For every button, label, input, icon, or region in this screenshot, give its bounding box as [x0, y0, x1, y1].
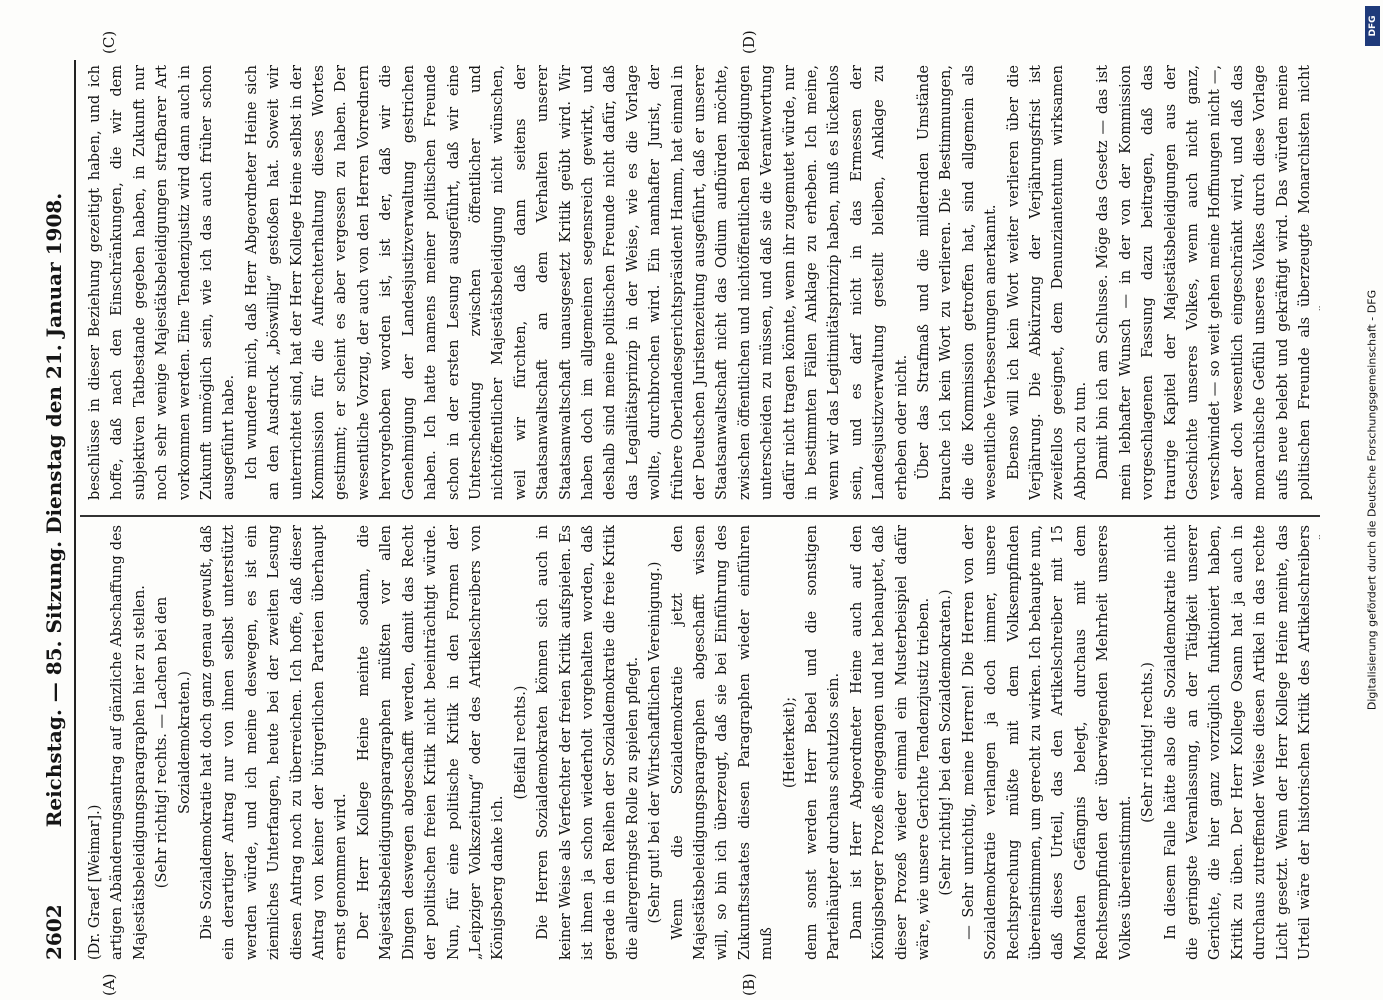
interjection: (Beifall rechts.)	[512, 685, 529, 800]
paragraph: Ich wundere mich, daß Herr Abgeordneter Heine sich an den Ausdruck „böswillig“ gestoßen hat. Soweit wir unterrichtet sind, hat der Herr Kollege Heine selbst in der Kommission für die Aufrechterhaltung dieses Wortes gestimmt; er scheint es aber vergessen zu haben. Der wesentliche Vorzug, der auch von den Herren Vorrednern hervorgehoben worden ist, ist der, daß wir die Genehmigung der Landesjustizverwaltung gestrichen haben. Ich hatte namens meiner politischen Freunde schon in der ersten Lesung ausgeführt, daß wir eine Unterscheidung zwischen öffentlicher und nichtöffentlicher Majestätsbeleidigung nicht wünschen, weil wir fürchten, daß dann seitens der Staatsanwaltschaft an dem Verhalten unserer Staatsanwaltschaft unausgesetzt Kritik geübt wird. Wir haben doch im allgemeinen segensreich gewirkt, und deshalb sind meine politischen Freunde nicht dafür, daß das Legalitätsprinzip in der Weise, wie es die Vorlage wollte, durchbrochen wird. Ein namhafter Jurist, der frühere Oberlandesgerichtspräsident Hamm, hat einmal in der Deutschen Juristenzeitung ausgeführt, daß er unserer Staatsanwaltschaft nicht das Odium aufbürden möchte, zwischen öffentlichen und nichtöffentlichen Beleidigungen unterscheiden zu müssen, und daß sie die Verantwortung dafür nicht tragen könnte, wenn ihr zugemutet würde, nur in bestimmten Fällen Anklage zu erheben. Ich meine, wenn wir das Legitimitätsprinzip haben, muß es lückenlos sein, und es darf nicht in das Ermessen der Landesjustizverwaltung gestellt bleiben, Anklage zu erheben oder nicht.	[243, 65, 910, 500]
paragraph: — Sehr unrichtig, meine Herren! Die Herren von der Sozialdemokratie verlangen ja doch immer, unsere Rechtsprechung müßte mit dem Volksempfinden übereinstimmen, um gerecht zu wirken. Ich behaupte nun, daß dieses Urteil, das den Artikelschreiber mit 15 Monaten Gefängnis belegt, durchaus mit dem Rechtsempfinden der überwiegenden Mehrheit unseres Volkes übereinstimmt.	[960, 525, 1134, 960]
scanned-page	[40, 30, 1340, 1000]
page-header	[40, 60, 74, 960]
interjection: (Sehr richtig! bei den Sozialdemokraten.)	[938, 589, 955, 896]
interjection: (Heiterkeit);	[781, 696, 798, 789]
paragraph: beschlüsse in dieser Beziehung gezeitigt haben, und ich hoffe, daß nach den Einschränkungen, die wir dem subjektiven Tatbestande gegeben haben, in Zukunft nur noch sehr wenige Majestätsbeleidigungen strafbarer Art vorkommen werden. Eine Tendenzjustiz wird dann auch in Zukunft unmöglich sein, wie ich das auch früher schon ausgeführt habe.	[87, 65, 238, 500]
paragraph: Die Herren Sozialdemokraten können sich auch in keiner Weise als Verfechter der freien Kritik aufspielen. Es ist ihnen ja schon wiederholt vorgehalten worden, daß gerade in den Reihen der Sozialdemokratie die freie Kritik die allergeringste Rolle zu spielen pflegt.	[535, 525, 641, 960]
paragraph: Die Sozialdemokratie hat doch ganz genau gewußt, daß ein derartiger Antrag nur von ihnen selbst unterstützt werden würde, und ich meine deswegen, es ist ein ziemliches Unterfangen, heute bei der zweiten Lesung diesen Antrag noch zu überreichen. Ich hoffe, daß dieser Antrag von keiner der bürgerlichen Parteien überhaupt ernst genommen wird.	[199, 525, 350, 960]
paragraph: Über das Strafmaß und die mildernden Umstände brauche ich kein Wort zu verlieren. Die Bestimmungen, die die Kommission getroffen hat, sind allgemein als wesentliche Verbesserungen anerkannt.	[916, 65, 1000, 500]
margin-siglum-b: (B)	[740, 973, 758, 996]
margin-siglum-d: (D)	[740, 30, 758, 54]
digitisation-credit: Digitalisierung gefördert durch die Deutsche Forschungsgemeinschaft - DFG	[1365, 289, 1379, 711]
margin-siglum-c: (C)	[100, 30, 118, 54]
paragraph: Wenn die Sozialdemokratie jetzt den Majestätsbeleidigungsparagraphen abgeschafft wissen will, so bin ich überzeugt, daß sie bei Einführung des Zukunftsstaates diesen Paragraphen wieder einführen muß	[669, 525, 776, 960]
interjection: (Sehr richtig! rechts. — Lachen bei den Sozialdemokraten.)	[154, 596, 193, 889]
right-column	[84, 65, 1320, 500]
left-column	[84, 525, 1320, 960]
paragraph: Damit bin ich am Schlusse. Möge das Gesetz — das ist mein lebhafter Wunsch — in der von der Kommission vorgeschlagenen Fassung dazu beitragen, daß das traurige Kapitel der Majestätsbeleidigungen aus der Geschichte unseres Volkes, wenn auch nicht ganz, verschwindet — so weit gehen meine Hoffnungen nicht —, aber doch wesentlich eingeschränkt wird, und daß das monarchische Gefühl unseres Volkes durch diese Vorlage aufs neue belebt und gekräftigt wird. Das würden meine politischen Freunde als überzeugte Monarchisten nicht	[1095, 65, 1313, 500]
header-rule	[74, 60, 76, 960]
paragraph: In diesem Falle hätte also die Sozialdemokratie nicht die geringste Veranlassung, an der Tätigkeit unserer Gerichte, die hier ganz vorzüglich funktioniert haben, Kritik zu üben. Der Herr Kollege Osann hat ja auch in durchaus zutreffender Weise diesen Artikel in das rechte Licht gesetzt. Wenn der Herr Kollege Heine meinte, das Urteil wäre der historischen Kritik des Artikelschreibers	[1162, 525, 1313, 960]
interjection: (Sehr gut! bei der Wirtschaftlichen Vereinigung.)	[647, 561, 664, 924]
paragraph: artigen Abänderungsantrag auf gänzliche Abschaffung des Majestätsbeleidigungsparagraphen hier zu stellen.	[109, 525, 148, 960]
speaker-continuation: (Dr. Graef [Weimar].)	[87, 804, 103, 960]
interjection: (Sehr richtig! rechts.)	[1140, 662, 1157, 823]
dfg-logo	[1365, 6, 1380, 46]
paragraph: Ebenso will ich kein Wort weiter verlieren über die Verjährung. Die Abkürzung der Verjährungsfrist ist zweifellos geeignet, dem Denunziantentum wirksamen Abbruch zu tun.	[1005, 65, 1089, 500]
margin-siglum-a: (A)	[100, 973, 118, 996]
column-divider	[80, 516, 1320, 518]
page-number: 2602	[42, 904, 66, 960]
running-title: Reichstag. — 85. Sitzung. Dienstag den 21. Januar 1908.	[42, 192, 66, 828]
paragraph: denn sonst werden Herr Bebel und die sonstigen Parteihäupter durchaus schutzlos sein.	[804, 525, 843, 960]
paragraph: Dann ist Herr Abgeordneter Heine auch auf den Königsberger Prozeß eingegangen und hat behauptet, daß dieser Prozeß wieder einmal ein Musterbeispiel dafür wäre, wie unsere Gerichte Tendenzjustiz trieben.	[848, 525, 933, 960]
paragraph: Der Herr Kollege Heine meinte sodann, die Majestätsbeleidigungsparagraphen müßten vor allen Dingen deswegen abgeschafft werden, damit das Recht der politischen freien Kritik nicht beeinträchtigt würde. Nun, für eine politische Kritik in den Formen der „Leipziger Volkszeitung“ oder des Artikelschreibers von Königsberg danke ich.	[355, 525, 507, 960]
dfg-logo-text: DFG	[1367, 15, 1378, 37]
